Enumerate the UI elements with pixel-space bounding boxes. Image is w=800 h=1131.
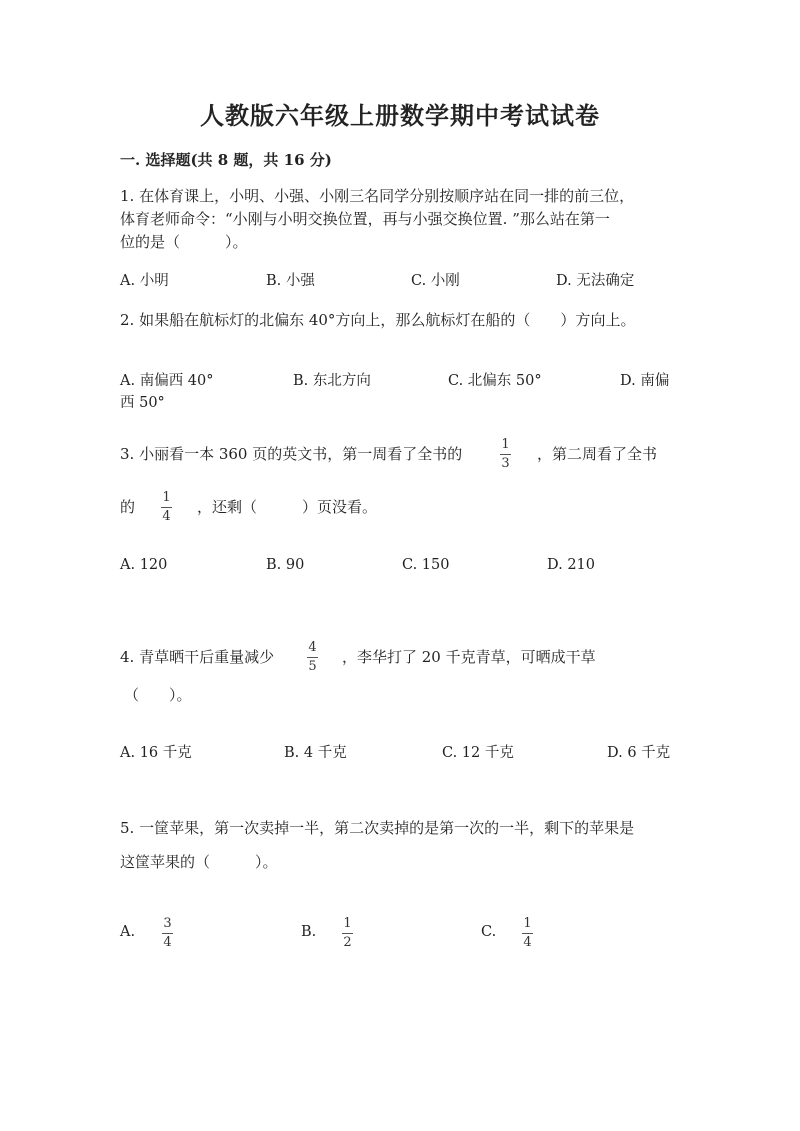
q3-option-c: C. 150 xyxy=(402,557,450,573)
fraction-bar xyxy=(500,454,511,455)
q4-option-d: D. 6 千克 xyxy=(607,745,671,761)
fraction-denominator: 3 xyxy=(501,456,510,471)
fraction-numerator: 3 xyxy=(163,916,172,931)
q3-text-part-2: ，第二周看了全书 xyxy=(537,445,658,463)
fraction-bar xyxy=(162,933,173,934)
fraction-bar xyxy=(161,507,172,508)
q5-option-b-label: B. xyxy=(301,924,317,940)
q4-fraction-four-fifths xyxy=(307,641,318,674)
q2-option-d-wrap: 西 50° xyxy=(120,395,165,411)
fraction-denominator: 4 xyxy=(163,935,172,950)
q2-option-b: B. 东北方向 xyxy=(293,373,371,389)
q4-option-a: A. 16 千克 xyxy=(120,745,192,761)
q5-line-1: 5. 一筐苹果，第一次卖掉一半，第二次卖掉的是第一次的一半，剩下的苹果是 xyxy=(120,819,635,837)
q2-line-1: 2. 如果船在航标灯的北偏东 40°方向上，那么航标灯在船的（ ）方向上。 xyxy=(120,311,636,329)
q3-text-part-4: ，还剩（ ）页没看。 xyxy=(197,498,378,516)
q5-line-2: 这筐苹果的（ ）。 xyxy=(120,853,278,871)
q3-option-b: B. 90 xyxy=(266,557,305,573)
q5-option-c-label: C. xyxy=(481,924,497,940)
q3-text-part-1: 3. 小丽看一本 360 页的英文书，第一周看了全书的 xyxy=(120,445,463,463)
section-heading: 一. 选择题(共 8 题，共 16 分) xyxy=(120,151,332,169)
fraction-bar xyxy=(522,933,533,934)
q1-option-c: C. 小刚 xyxy=(411,273,460,289)
fraction-denominator: 4 xyxy=(162,509,171,524)
fraction-bar xyxy=(307,657,318,658)
fraction-numerator: 1 xyxy=(523,916,532,931)
q5-option-a-label: A. xyxy=(120,924,136,940)
q5-option-b-fraction xyxy=(342,917,353,950)
q4-text-part-1: 4. 青草晒干后重量减少 xyxy=(120,648,275,666)
q5-option-a-fraction xyxy=(162,917,173,950)
q3-option-d: D. 210 xyxy=(547,557,596,573)
q2-option-a: A. 南偏西 40° xyxy=(120,373,214,389)
q1-option-b: B. 小强 xyxy=(266,273,315,289)
q1-option-d: D. 无法确定 xyxy=(556,273,635,289)
fraction-denominator: 5 xyxy=(308,659,317,674)
q1-line-2: 体育老师命令：“小刚与小明交换位置，再与小强交换位置. ”那么站在第一 xyxy=(120,210,610,228)
q4-option-c: C. 12 千克 xyxy=(442,745,514,761)
q4-text-part-2: ，李华打了 20 千克青草，可晒成干草 xyxy=(342,648,596,666)
q3-text-part-3: 的 xyxy=(120,498,136,516)
q2-option-c: C. 北偏东 50° xyxy=(448,373,542,389)
q5-option-c-fraction xyxy=(522,917,533,950)
q3-fraction-one-quarter xyxy=(161,491,172,524)
q3-fraction-one-third xyxy=(500,438,511,471)
fraction-bar xyxy=(342,933,353,934)
q2-option-d: D. 南偏 xyxy=(620,373,670,389)
fraction-numerator: 4 xyxy=(308,640,317,655)
q4-line-2: （ ）。 xyxy=(124,686,192,704)
fraction-numerator: 1 xyxy=(501,437,510,452)
q4-option-b: B. 4 千克 xyxy=(284,745,347,761)
fraction-denominator: 4 xyxy=(523,935,532,950)
q1-line-1: 1. 在体育课上，小明、小强、小刚三名同学分别按顺序站在同一排的前三位， xyxy=(120,187,635,205)
fraction-denominator: 2 xyxy=(343,935,352,950)
q1-line-3: 位的是（ ）。 xyxy=(120,233,248,251)
fraction-numerator: 1 xyxy=(343,916,352,931)
page-title: 人教版六年级上册数学期中考试试卷 xyxy=(200,101,600,130)
fraction-numerator: 1 xyxy=(162,490,171,505)
q1-option-a: A. 小明 xyxy=(120,273,169,289)
q3-option-a: A. 120 xyxy=(120,557,168,573)
